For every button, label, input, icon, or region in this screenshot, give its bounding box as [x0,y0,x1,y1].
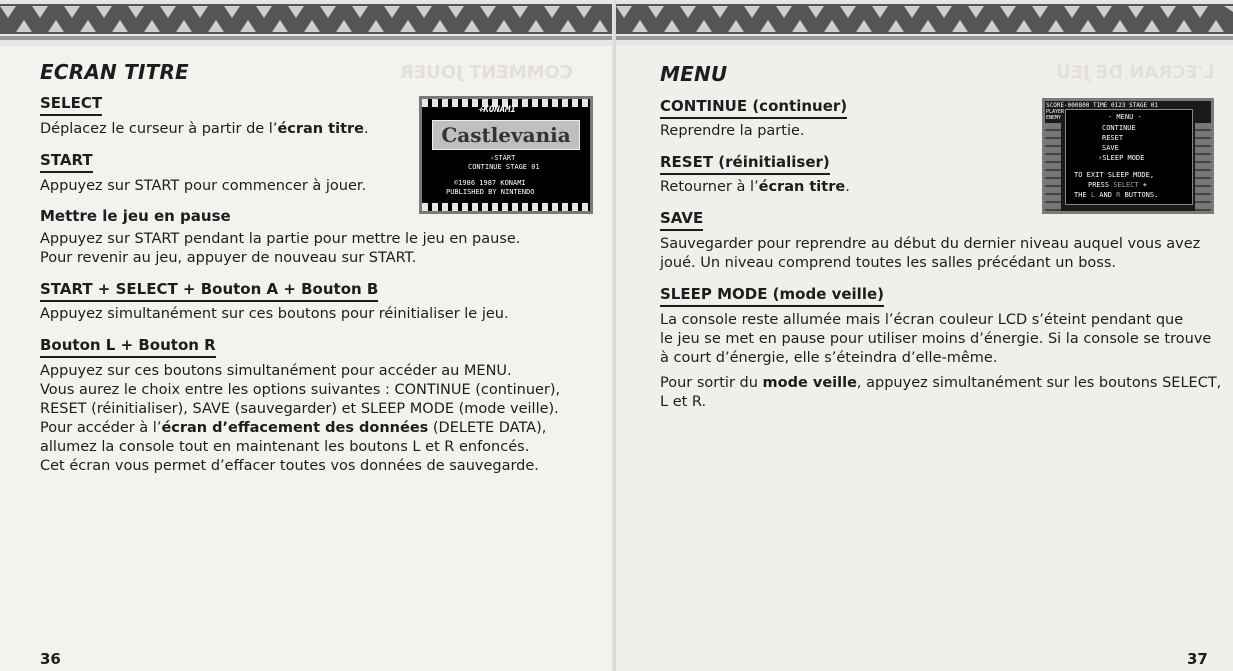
page-title: MENU [660,62,728,86]
hud-enemy-label: ENEMY [1046,115,1062,121]
section-heading-reset-combo: START + SELECT + Bouton A + Bouton B [40,280,378,302]
section-heading-pause: Mettre le jeu en pause [40,207,231,225]
sleep-exit-description: Pour sortir du mode veille, appuyez simultanément sur les boutons SELECT, L et R. [660,375,1222,410]
section-heading-sleep: SLEEP MODE (mode veille) [660,285,884,307]
section-heading-select: SELECT [40,94,102,116]
left-page: COMMENT JOUER ECRAN TITRE SELECT Déplacez le curseur à partir de l’écran titre. START Appuyez sur START pour commencer à jouer. Mettre le jeu en pause Appuyez sur START pendant la partie pour mettre le jeu en pause. Pour revenir au jeu, appuyer de nouveau sur START. START + SELECT + Bouton A + Bouton B Appuyez simultanément sur ces boutons pour réinitialiser le jeu. Bouton L + Bouton R Appuyez sur ces boutons simultanément pour accéder au MENU. Vous aurez le choix entre les options suivantes : CONTINUE (continuer), RESET (réinitialiser), SAVE (sauvegarder) et SLEEP MODE (mode veille). Pour accéder à l’écran d’effacement des données (DELETE DATA), allumez la console tout en maintenant les boutons L et R enfoncés. Cet écran vous permet d’effacer toutes vos données de sauvegarde. ✧KONAMI Castlevania ✧START CONTINUE STAGE 01 ©1986 1987 KONAMI PUBLISHED BY NINTENDO 36 [0,0,616,671]
konami-brand: ✧KONAMI [478,105,516,115]
film-border-bottom [422,203,590,211]
section-heading-start: START [40,151,93,173]
page-number-left: 36 [40,650,61,668]
menu-screenshot [1042,98,1214,214]
sleep-exit-hint-1: TO EXIT SLEEP MODE, [1074,171,1155,179]
title-menu-continue: CONTINUE STAGE 01 [468,163,540,171]
menu-panel [1065,109,1193,205]
select-description: Déplacez le curseur à partir de l’écran titre. [40,121,369,137]
menu-item-sleep-mode[interactable]: ›SLEEP MODE [1098,154,1145,162]
menu-item-save[interactable]: SAVE [1102,144,1119,152]
title-menu-start: ✧START [490,154,516,162]
menu-item-continue[interactable]: CONTINUE [1102,124,1136,132]
section-heading-save: SAVE [660,209,703,231]
section-heading-lr: Bouton L + Bouton R [40,336,216,358]
hud-player-label: PLAYER [1046,109,1065,115]
castlevania-logo: Castlevania [432,120,580,150]
title-screen-screenshot [419,96,593,214]
section-heading-reset: RESET (réinitialiser) [660,153,830,175]
castle-wall-left [1045,123,1061,211]
pause-description: Appuyez sur START pendant la partie pour mettre le jeu en pause. Pour revenir au jeu, appuyer de nouveau sur START. [40,231,521,266]
menu-item-reset[interactable]: RESET [1102,134,1124,142]
decorative-banner-left [0,0,616,46]
page-title: ECRAN TITRE [40,60,189,84]
sleep-exit-hint-3: THE L AND R BUTTONS. [1074,191,1159,199]
right-page: L'ECRAN DE JEU MENU CONTINUE (continuer) Reprendre la partie. RESET (réinitialiser) Retourner à l’écran titre. SAVE Sauvegarder pour reprendre au début du dernier niveau auquel vous avez joué. Un niveau comprend toutes les salles précédant un boss. SLEEP MODE (mode veille) La console reste allumée mais l’écran couleur LCD s’éteint pendant que le jeu se met en pause pour utiliser moins d’énergie. Si la console se trouve à court d’énergie, elle s’éteindra d’elle-même. Pour sortir du mode veille, appuyez simultanément sur les boutons SELECT, L et R. SCORE-000800 TIME 0123 STAGE 01 PLAYER ENEMY - MENU - CONTINUE RESET SAVE ›SLEEP MODE TO EXIT SLEEP MODE, PRESS SELECT + THE L AND R BUTTONS. 37 [616,0,1233,671]
continue-description: Reprendre la partie. [660,123,805,139]
lr-description: Appuyez sur ces boutons simultanément pour accéder au MENU. Vous aurez le choix entre les options suivantes : CONTINUE (continuer), RESET (réinitialiser), SAVE (sauvegarder) et SLEEP MODE (mode veille). Pour accéder à l’écran d’effacement des données (DELETE DATA), allumez la console tout en maintenant les boutons L et R enfoncés. Cet écran vous permet d’effacer toutes vos données de sauvegarde. [40,363,561,474]
page-number-right: 37 [1187,650,1208,668]
copyright-line-2: PUBLISHED BY NINTENDO [446,188,535,196]
reset-description: Retourner à l’écran titre. [660,179,850,195]
sleep-description: La console reste allumée mais l’écran couleur LCD s’éteint pendant que le jeu se met en pause pour utiliser moins d’énergie. Si la console se trouve à court d’énergie, elle s’éteindra d’elle-même. [660,312,1212,366]
copyright-line-1: ©1986 1987 KONAMI [454,179,526,187]
menu-panel-title: - MENU - [1108,113,1142,121]
start-description: Appuyez sur START pour commencer à jouer. [40,178,367,194]
save-description: Sauvegarder pour reprendre au début du dernier niveau auquel vous avez joué. Un niveau comprend toutes les salles précédant un boss. [660,236,1201,271]
castle-wall-right [1195,123,1211,211]
hud-score-line: SCORE-000800 TIME 0123 STAGE 01 [1046,102,1158,109]
section-heading-continue: CONTINUE (continuer) [660,97,847,119]
decorative-banner-right [616,0,1233,46]
sleep-exit-hint-2: PRESS SELECT + [1088,181,1148,189]
reset-combo-description: Appuyez simultanément sur ces boutons pour réinitialiser le jeu. [40,306,509,322]
